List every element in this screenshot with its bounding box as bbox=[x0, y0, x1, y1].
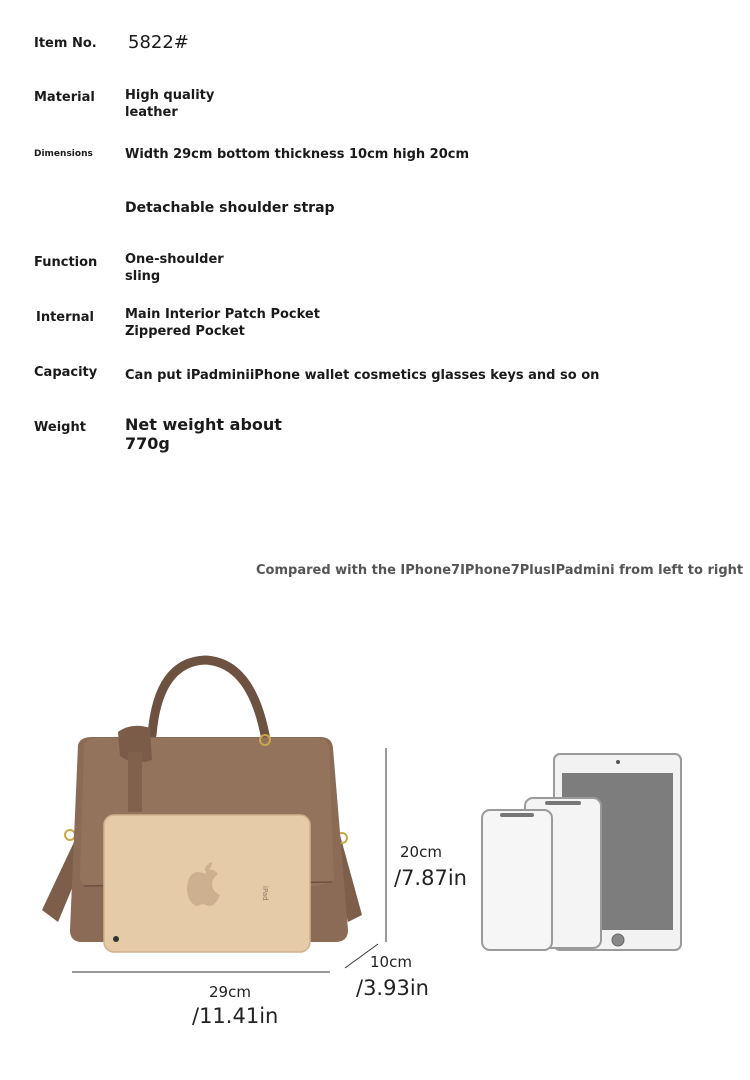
function-line1: One-shoulder bbox=[125, 252, 224, 267]
capacity-value: Can put iPadminiiPhone wallet cosmetics glasses keys and so on bbox=[125, 368, 600, 383]
ipad-mini-image bbox=[104, 815, 310, 952]
internal-label: Internal bbox=[36, 310, 95, 325]
width-cm: 29cm bbox=[209, 983, 251, 1001]
function-label: Function bbox=[34, 255, 98, 270]
material-label: Material bbox=[34, 90, 95, 105]
comparison-caption: Compared with the IPhone7IPhone7PlusIPadmini from left to right bbox=[256, 563, 744, 578]
weight-label: Weight bbox=[34, 420, 86, 435]
internal-line1: Main Interior Patch Pocket bbox=[125, 307, 320, 322]
item-no-label: Item No. bbox=[34, 36, 97, 51]
depth-in: /3.93in bbox=[356, 976, 429, 1000]
depth-cm: 10cm bbox=[370, 953, 412, 971]
strap-value: Detachable shoulder strap bbox=[125, 200, 335, 216]
ipad-label: iPad bbox=[261, 886, 269, 901]
material-line1: High quality bbox=[125, 88, 215, 103]
height-in: /7.87in bbox=[394, 866, 467, 890]
material-line2: leather bbox=[125, 105, 178, 120]
internal-line2: Zippered Pocket bbox=[125, 324, 245, 339]
dimensions-label: Dimensions bbox=[34, 149, 93, 159]
capacity-label: Capacity bbox=[34, 365, 98, 380]
dimensions-value: Width 29cm bottom thickness 10cm high 20cm bbox=[125, 147, 469, 162]
item-no-value: 5822# bbox=[128, 32, 189, 53]
function-line2: sling bbox=[125, 269, 161, 284]
weight-line1: Net weight about bbox=[125, 415, 282, 434]
width-in: /11.41in bbox=[192, 1004, 279, 1028]
iphone7-icon bbox=[482, 810, 552, 950]
height-cm: 20cm bbox=[400, 843, 442, 861]
weight-line2: 770g bbox=[125, 434, 170, 453]
